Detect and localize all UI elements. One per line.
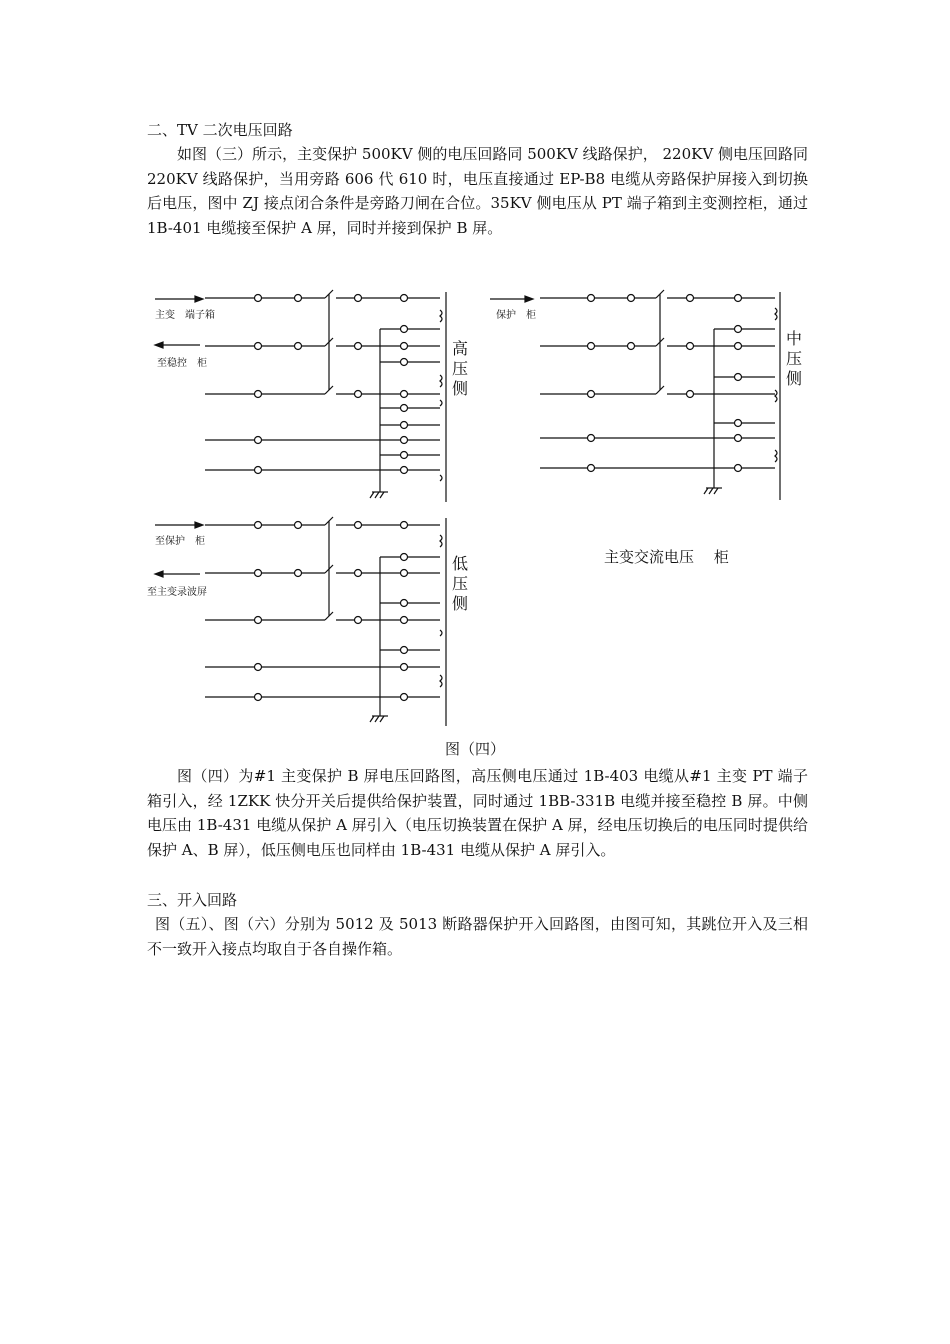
mid-side-terminals (588, 295, 742, 472)
high-arrow-out-label: 至稳控 柜 (157, 358, 207, 369)
figure4-paragraph: 图（四）为#1 主变保护 B 屏电压回路图，高压侧电压通过 1B-403 电缆从#1 主变 PT 端子箱引入，经 1ZKK 快分开关后提供给保护装置，同时通过 1BB-331B 电缆并接至稳控 B 屏。中侧电压由 1B-431 电缆从保护 A 屏引入（电压切换装置在保护 A 屏，经电压切换后的电压同时提供给保护 A、B 屏），低压侧电压也同样由 1B-431 电缆从保护 A 屏引入。 (147, 767, 808, 859)
mid-side-label-1: 中 (786, 329, 803, 348)
high-side-label-3: 侧 (452, 379, 469, 398)
section2-paragraph: 如图（三）所示，主变保护 500KV 侧的电压回路同 500KV 线路保护， 220KV 侧电压回路同 220KV 线路保护，当用旁路 606 代 610 时，电压直接通过 EP-B8 电缆从旁路保护屏接入到切换后电压，图中 ZJ 接点闭合条件是旁路刀闸在合位。35KV 侧电压从 PT 端子箱到主变测控柜，通过 1B-401 电缆接至保护 A 屏，同时并接到保护 B 屏。 (147, 145, 808, 237)
figure-caption: 图（四） (444, 740, 505, 758)
cabinet-label: 主变交流电压 柜 (604, 548, 729, 566)
high-side-label-1: 高 (452, 339, 469, 358)
low-side-terminals (255, 522, 408, 701)
low-arrow-in-label: 至保护 柜 (155, 536, 205, 547)
mid-arrow-in-label: 保护 柜 (496, 310, 536, 321)
high-arrow-in-label: 主变 端子箱 (155, 310, 215, 321)
figure-4-diagram (0, 280, 950, 740)
section3-paragraph: 图（五）、图（六）分别为 5012 及 5013 断路器保护开入回路图，由图可知，其跳位开入及三相不一致开入接点均取自于各自操作箱。 (147, 915, 808, 958)
section3-heading: 三、开入回路 (147, 891, 238, 909)
mid-side-label-3: 侧 (786, 369, 803, 388)
high-side-label-2: 压 (452, 359, 469, 378)
low-arrow-out-label: 至主变录波屏 (147, 587, 207, 598)
mid-side-label-2: 压 (786, 349, 803, 368)
low-side-label-3: 侧 (452, 594, 469, 613)
low-side-label-1: 低 (452, 554, 469, 573)
low-side-label-2: 压 (452, 574, 469, 593)
section2-heading: 二、TV 二次电压回路 (147, 121, 293, 139)
high-side-terminals (255, 295, 408, 474)
